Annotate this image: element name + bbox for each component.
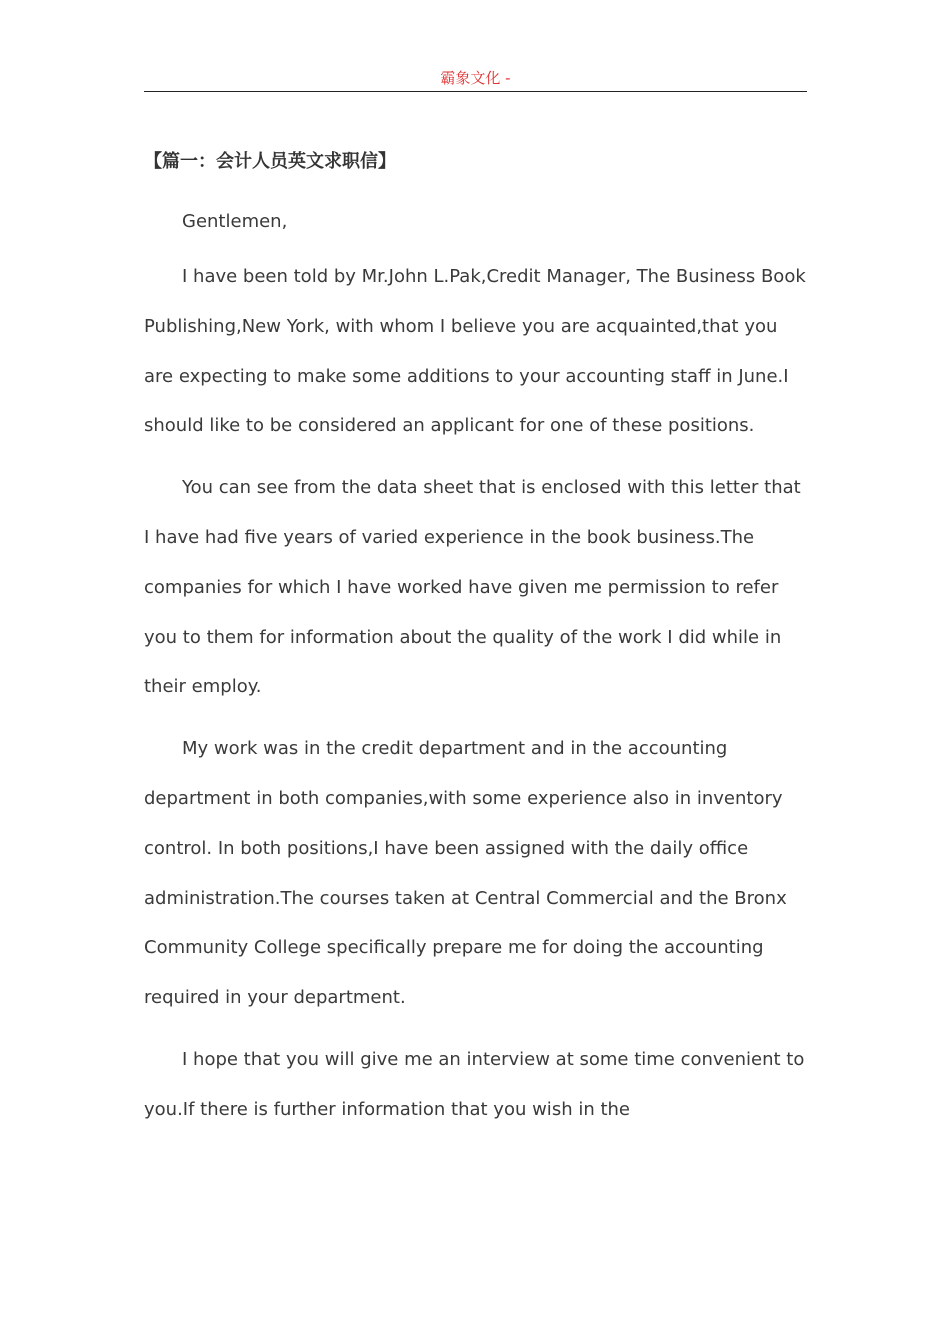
document-body xyxy=(144,146,807,1135)
salutation: Gentlemen, xyxy=(182,211,288,232)
section-title: 【篇一：会计人员英文求职信】 xyxy=(144,151,396,172)
header-text: 霸象文化 - xyxy=(440,69,511,87)
paragraph-4: I hope that you will give me an interview at some time convenient to you.If there is further information that you wish in the xyxy=(144,1048,805,1120)
paragraph-3: My work was in the credit department and in the accounting department in both companies,with some experience also in inventory control. In both positions,I have been assigned with the daily office administration.The courses taken at Central Commercial and the Bronx Community College specifically prepare me for doing the accounting required in your department. xyxy=(144,738,787,1009)
paragraph-2: You can see from the data sheet that is enclosed with this letter that I have had five years of varied experience in the book business.The companies for which I have worked have given me permission to refer you to them for information about the quality of the work I did while in their employ. xyxy=(144,477,801,698)
paragraph-1: I have been told by Mr.John L.Pak,Credit Manager, The Business Book Publishing,New York, with whom I believe you are acquainted,that you are expecting to make some additions to your accounting staff in June.I should like to be considered an applicant for one of these positions. xyxy=(144,266,806,437)
page-header xyxy=(144,66,807,92)
